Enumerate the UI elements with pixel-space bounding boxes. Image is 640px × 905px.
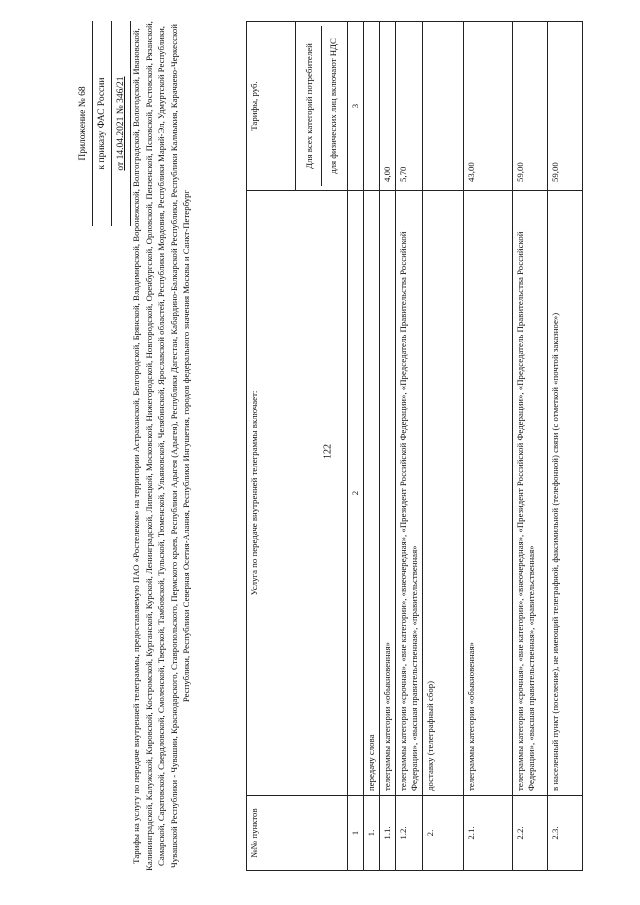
- table-header-row: [247, 22, 296, 871]
- table-row: [548, 22, 583, 871]
- header-tariff-sub: [296, 22, 348, 191]
- row-price: 5,70: [396, 22, 423, 191]
- header-service: Услуга по передаче внутренней телеграммы включает:: [247, 191, 348, 796]
- table-row: [380, 22, 396, 871]
- row-service: в населенный пункт (поселение), не имеющий телеграфной, факсимильной (телефонной) связи (с отметкой «почтой заказное»): [548, 191, 583, 796]
- table-index-row: [348, 22, 364, 871]
- row-service: телеграммы категории «обыкновенная»: [464, 191, 513, 796]
- table-row: [364, 22, 380, 871]
- page-number: 122: [322, 444, 334, 459]
- index-cell: 2: [348, 191, 364, 796]
- row-num: 1.2.: [396, 796, 423, 871]
- header-tariff-sub1: Для всех категорий потребителей: [298, 26, 322, 186]
- row-service: телеграммы категории «обыкновенная»: [380, 191, 396, 796]
- row-price: [423, 22, 464, 191]
- header-tariff: Тарифы, руб.: [247, 22, 296, 191]
- appendix-label: Приложение № 68: [74, 21, 93, 226]
- table-row: [464, 22, 513, 871]
- row-price: 59,00: [548, 22, 583, 191]
- appendix-header: [74, 21, 131, 226]
- row-price: 43,00: [464, 22, 513, 191]
- rotated-sheet: [74, 21, 560, 871]
- row-service: доставку (телеграфный сбор): [423, 191, 464, 796]
- document-title: Тарифы на услугу по передаче внутренней телеграммы, предоставляемую ПАО «Ростелеком» на территории Астраханской, Белгородской, Брянской, Владимирской, Воронежской, Волгоградской, Вологодской, Ивановской, Калининградской, Калужской, Кировской, Костромской, Курганской, Курской, Ленинградской, Липецкой, Московской, Нижегородской, Новгородской, Оренбургской, Орловской, Пензенской, Псковской, Ростовской, Рязанской, Самарской, Саратовской, Свердловской, Смоленской, Тверской, Тамбовской, Тульской, Тюменской, Ульяновской, Челябинской, Ярославской областей, Республики Мордовия, Республики Марий-Эл, Удмуртской Республики, Чувашской Республики - Чувашии, Краснодарского, Ставропольского, Пермского краев, Республики Адыгея (Адыгея), Республики Дагестан, Кабардино-Балкарской Республики, Республики Калмыкия, Карачаево-Черкесской Республики, Республики Северная Осетия-Алания, Республики Ингушетия, городов федерального значения Москвы и Санкт-Петербург: [131, 21, 191, 871]
- row-price: 59,00: [513, 22, 548, 191]
- row-num: 1.1.: [380, 796, 396, 871]
- tariff-table: [246, 21, 583, 871]
- row-num: 2.1.: [464, 796, 513, 871]
- row-num: 1.: [364, 796, 380, 871]
- index-cell: 1: [348, 796, 364, 871]
- row-num: 2.: [423, 796, 464, 871]
- row-price: [364, 22, 380, 191]
- table-row: [513, 22, 548, 871]
- order-label: к приказу ФАС России: [93, 21, 112, 226]
- order-date: от 14.04.2021 № 346/21: [112, 21, 131, 226]
- row-service: передачу слова: [364, 191, 380, 796]
- table-row: [396, 22, 423, 871]
- table-row: [423, 22, 464, 871]
- row-num: 2.3.: [548, 796, 583, 871]
- row-service: телеграммы категории «срочная», «вне категории», «внеочередная», «Президент Российской Федерации», «Председатель Правительства Российской Федерации», «высшая правительственная», «правительственная»: [513, 191, 548, 796]
- row-service: телеграммы категории «срочная», «вне категории», «внеочередная», «Президент Российской Федерации», «Председатель Правительства Российской Федерации», «высшая правительственная», «правительственная»: [396, 191, 423, 796]
- row-price: 4,00: [380, 22, 396, 191]
- index-cell: 3: [348, 22, 364, 191]
- row-num: 2.2.: [513, 796, 548, 871]
- header-num: №№ пунктов: [247, 796, 348, 871]
- header-tariff-sub2: для физических лиц включают НДС: [328, 38, 338, 174]
